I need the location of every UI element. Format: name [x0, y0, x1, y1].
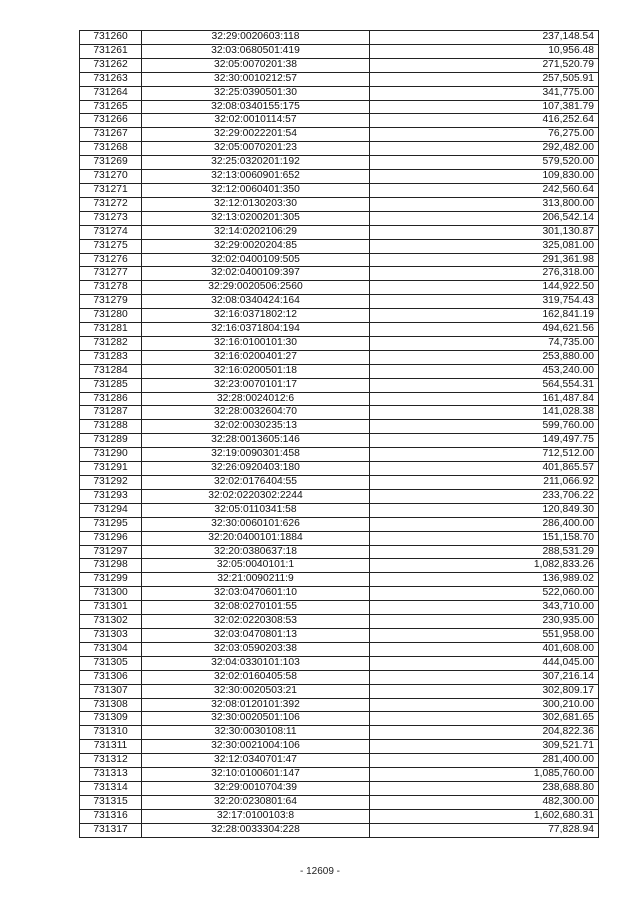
cell-cadastral-number: 32:13:0200201:305 [142, 211, 370, 225]
table-row [80, 726, 599, 740]
cell-cadastral-number: 32:30:0030108:11 [142, 726, 370, 740]
cell-value: 564,554.31 [370, 378, 599, 392]
table-row [80, 364, 599, 378]
cell-value: 242,560.64 [370, 183, 599, 197]
table-row [80, 823, 599, 837]
cell-value: 211,066.92 [370, 476, 599, 490]
table-row [80, 698, 599, 712]
cell-cadastral-number: 32:04:0330101:103 [142, 656, 370, 670]
cell-cadastral-number: 32:28:0024012:6 [142, 392, 370, 406]
table-row [80, 142, 599, 156]
table-body [80, 31, 599, 838]
cell-row-id: 731272 [80, 197, 142, 211]
cell-value: 292,482.00 [370, 142, 599, 156]
table-row [80, 336, 599, 350]
cell-value: 76,275.00 [370, 128, 599, 142]
cell-cadastral-number: 32:25:0390501:30 [142, 86, 370, 100]
cell-value: 276,318.00 [370, 267, 599, 281]
cell-row-id: 731314 [80, 781, 142, 795]
table-row [80, 225, 599, 239]
cell-cadastral-number: 32:29:0010704:39 [142, 781, 370, 795]
cell-row-id: 731304 [80, 642, 142, 656]
cell-value: 291,361.98 [370, 253, 599, 267]
cell-cadastral-number: 32:25:0320201:192 [142, 156, 370, 170]
table-row [80, 531, 599, 545]
cell-cadastral-number: 32:08:0340424:164 [142, 295, 370, 309]
table-row [80, 670, 599, 684]
cell-cadastral-number: 32:02:0176404:55 [142, 476, 370, 490]
cell-value: 1,602,680.31 [370, 809, 599, 823]
cell-row-id: 731305 [80, 656, 142, 670]
cell-value: 302,809.17 [370, 684, 599, 698]
cell-row-id: 731307 [80, 684, 142, 698]
table-row [80, 462, 599, 476]
table-row [80, 239, 599, 253]
cell-row-id: 731276 [80, 253, 142, 267]
cell-value: 77,828.94 [370, 823, 599, 837]
cell-value: 136,989.02 [370, 573, 599, 587]
cell-cadastral-number: 32:02:0220302:2244 [142, 489, 370, 503]
cell-cadastral-number: 32:28:0032604:70 [142, 406, 370, 420]
cell-value: 482,300.00 [370, 795, 599, 809]
cell-value: 579,520.00 [370, 156, 599, 170]
cell-row-id: 731264 [80, 86, 142, 100]
table-row [80, 768, 599, 782]
cell-row-id: 731277 [80, 267, 142, 281]
cell-cadastral-number: 32:02:0160405:58 [142, 670, 370, 684]
table-row [80, 378, 599, 392]
cell-value: 444,045.00 [370, 656, 599, 670]
cell-row-id: 731308 [80, 698, 142, 712]
table-row [80, 615, 599, 629]
cell-cadastral-number: 32:29:0020603:118 [142, 31, 370, 45]
cell-value: 162,841.19 [370, 309, 599, 323]
table-row [80, 128, 599, 142]
table-row [80, 72, 599, 86]
cell-cadastral-number: 32:16:0100101:30 [142, 336, 370, 350]
table-row [80, 323, 599, 337]
cell-cadastral-number: 32:05:0110341:58 [142, 503, 370, 517]
table-row [80, 406, 599, 420]
cell-row-id: 731266 [80, 114, 142, 128]
cell-cadastral-number: 32:26:0920403:180 [142, 462, 370, 476]
cell-cadastral-number: 32:23:0070101:17 [142, 378, 370, 392]
table-row [80, 281, 599, 295]
cell-value: 551,958.00 [370, 628, 599, 642]
cell-row-id: 731268 [80, 142, 142, 156]
cell-cadastral-number: 32:30:0020501:106 [142, 712, 370, 726]
table-row [80, 31, 599, 45]
cell-cadastral-number: 32:03:0470601:10 [142, 587, 370, 601]
cell-row-id: 731279 [80, 295, 142, 309]
table-row [80, 183, 599, 197]
cell-cadastral-number: 32:16:0200401:27 [142, 350, 370, 364]
cell-value: 204,822.36 [370, 726, 599, 740]
cell-cadastral-number: 32:02:0030235:13 [142, 420, 370, 434]
cell-cadastral-number: 32:12:0060401:350 [142, 183, 370, 197]
cell-cadastral-number: 32:08:0270101:55 [142, 601, 370, 615]
table-row [80, 295, 599, 309]
cell-cadastral-number: 32:20:0230801:64 [142, 795, 370, 809]
table-row [80, 476, 599, 490]
cell-row-id: 731275 [80, 239, 142, 253]
cell-cadastral-number: 32:02:0400109:505 [142, 253, 370, 267]
cell-row-id: 731260 [80, 31, 142, 45]
cell-value: 494,621.56 [370, 323, 599, 337]
cell-row-id: 731310 [80, 726, 142, 740]
table-row [80, 684, 599, 698]
table-row [80, 559, 599, 573]
cell-cadastral-number: 32:28:0033304:228 [142, 823, 370, 837]
table-row [80, 628, 599, 642]
cell-row-id: 731299 [80, 573, 142, 587]
table-row [80, 211, 599, 225]
table-row [80, 170, 599, 184]
cell-cadastral-number: 32:12:0130203:30 [142, 197, 370, 211]
cell-row-id: 731273 [80, 211, 142, 225]
cell-row-id: 731292 [80, 476, 142, 490]
cell-row-id: 731295 [80, 517, 142, 531]
cell-row-id: 731309 [80, 712, 142, 726]
cell-row-id: 731286 [80, 392, 142, 406]
table-row [80, 309, 599, 323]
cell-row-id: 731298 [80, 559, 142, 573]
cell-row-id: 731301 [80, 601, 142, 615]
cell-value: 401,608.00 [370, 642, 599, 656]
cell-row-id: 731291 [80, 462, 142, 476]
cell-value: 10,956.48 [370, 44, 599, 58]
cell-cadastral-number: 32:02:0220308:53 [142, 615, 370, 629]
cell-cadastral-number: 32:20:0400101:1884 [142, 531, 370, 545]
cell-cadastral-number: 32:05:0040101:1 [142, 559, 370, 573]
cell-value: 343,710.00 [370, 601, 599, 615]
cell-row-id: 731280 [80, 309, 142, 323]
table-row [80, 114, 599, 128]
cell-value: 271,520.79 [370, 58, 599, 72]
cell-cadastral-number: 32:08:0120101:392 [142, 698, 370, 712]
cell-row-id: 731296 [80, 531, 142, 545]
cell-value: 1,085,760.00 [370, 768, 599, 782]
cell-cadastral-number: 32:28:0013605:146 [142, 434, 370, 448]
cell-value: 149,497.75 [370, 434, 599, 448]
table-row [80, 86, 599, 100]
table-row [80, 781, 599, 795]
table-row [80, 503, 599, 517]
cell-value: 401,865.57 [370, 462, 599, 476]
cell-row-id: 731316 [80, 809, 142, 823]
cell-cadastral-number: 32:30:0010212:57 [142, 72, 370, 86]
cell-row-id: 731306 [80, 670, 142, 684]
cell-value: 416,252.64 [370, 114, 599, 128]
cell-value: 288,531.29 [370, 545, 599, 559]
cell-value: 74,735.00 [370, 336, 599, 350]
cell-cadastral-number: 32:03:0590203:38 [142, 642, 370, 656]
cell-value: 206,542.14 [370, 211, 599, 225]
cell-value: 325,081.00 [370, 239, 599, 253]
cell-cadastral-number: 32:03:0470801:13 [142, 628, 370, 642]
cell-row-id: 731315 [80, 795, 142, 809]
cell-value: 161,487.84 [370, 392, 599, 406]
table-row [80, 754, 599, 768]
cell-cadastral-number: 32:30:0021004:106 [142, 740, 370, 754]
cell-row-id: 731287 [80, 406, 142, 420]
table-row [80, 420, 599, 434]
table-row [80, 156, 599, 170]
cell-row-id: 731312 [80, 754, 142, 768]
cell-row-id: 731297 [80, 545, 142, 559]
cell-value: 233,706.22 [370, 489, 599, 503]
cell-value: 238,688.80 [370, 781, 599, 795]
cell-row-id: 731285 [80, 378, 142, 392]
cell-row-id: 731274 [80, 225, 142, 239]
cell-value: 309,521.71 [370, 740, 599, 754]
table-row [80, 489, 599, 503]
cell-row-id: 731290 [80, 448, 142, 462]
data-table [79, 30, 599, 838]
cell-value: 257,505.91 [370, 72, 599, 86]
table-row [80, 253, 599, 267]
cell-value: 453,240.00 [370, 364, 599, 378]
cell-row-id: 731313 [80, 768, 142, 782]
cell-row-id: 731278 [80, 281, 142, 295]
table-row [80, 448, 599, 462]
cell-row-id: 731261 [80, 44, 142, 58]
cell-cadastral-number: 32:30:0060101:626 [142, 517, 370, 531]
cell-value: 286,400.00 [370, 517, 599, 531]
cell-value: 141,028.38 [370, 406, 599, 420]
cell-row-id: 731262 [80, 58, 142, 72]
cell-row-id: 731303 [80, 628, 142, 642]
cell-value: 237,148.54 [370, 31, 599, 45]
cell-value: 281,400.00 [370, 754, 599, 768]
document-page [79, 30, 598, 838]
cell-value: 301,130.87 [370, 225, 599, 239]
table-row [80, 795, 599, 809]
cell-row-id: 731269 [80, 156, 142, 170]
cell-value: 341,775.00 [370, 86, 599, 100]
cell-row-id: 731263 [80, 72, 142, 86]
table-row [80, 100, 599, 114]
cell-value: 307,216.14 [370, 670, 599, 684]
cell-value: 313,800.00 [370, 197, 599, 211]
table-row [80, 545, 599, 559]
cell-row-id: 731284 [80, 364, 142, 378]
cell-row-id: 731293 [80, 489, 142, 503]
cell-cadastral-number: 32:29:0022201:54 [142, 128, 370, 142]
cell-cadastral-number: 32:10:0100601:147 [142, 768, 370, 782]
table-row [80, 740, 599, 754]
cell-cadastral-number: 32:16:0371802:12 [142, 309, 370, 323]
cell-cadastral-number: 32:20:0380637:18 [142, 545, 370, 559]
cell-cadastral-number: 32:12:0340701:47 [142, 754, 370, 768]
page-number: - 12609 - [299, 866, 341, 877]
cell-value: 107,381.79 [370, 100, 599, 114]
table-row [80, 601, 599, 615]
cell-row-id: 731281 [80, 323, 142, 337]
cell-value: 253,880.00 [370, 350, 599, 364]
table-row [80, 44, 599, 58]
cell-row-id: 731265 [80, 100, 142, 114]
cell-cadastral-number: 32:29:0020506:2560 [142, 281, 370, 295]
table-row [80, 517, 599, 531]
table-row [80, 656, 599, 670]
cell-row-id: 731267 [80, 128, 142, 142]
cell-row-id: 731289 [80, 434, 142, 448]
cell-value: 319,754.43 [370, 295, 599, 309]
cell-cadastral-number: 32:05:0070201:38 [142, 58, 370, 72]
cell-value: 522,060.00 [370, 587, 599, 601]
cell-cadastral-number: 32:13:0060901:652 [142, 170, 370, 184]
cell-cadastral-number: 32:05:0070201:23 [142, 142, 370, 156]
cell-value: 144,922.50 [370, 281, 599, 295]
cell-value: 1,082,833.26 [370, 559, 599, 573]
cell-value: 109,830.00 [370, 170, 599, 184]
cell-value: 712,512.00 [370, 448, 599, 462]
table-row [80, 350, 599, 364]
cell-row-id: 731283 [80, 350, 142, 364]
cell-value: 300,210.00 [370, 698, 599, 712]
cell-row-id: 731311 [80, 740, 142, 754]
table-row [80, 712, 599, 726]
cell-cadastral-number: 32:21:0090211:9 [142, 573, 370, 587]
table-row [80, 392, 599, 406]
cell-cadastral-number: 32:29:0020204:85 [142, 239, 370, 253]
cell-cadastral-number: 32:02:0010114:57 [142, 114, 370, 128]
cell-row-id: 731302 [80, 615, 142, 629]
table-row [80, 267, 599, 281]
cell-cadastral-number: 32:02:0400109:397 [142, 267, 370, 281]
table-row [80, 587, 599, 601]
cell-cadastral-number: 32:08:0340155:175 [142, 100, 370, 114]
table-row [80, 434, 599, 448]
table-row [80, 58, 599, 72]
cell-row-id: 731300 [80, 587, 142, 601]
cell-cadastral-number: 32:03:0680501:419 [142, 44, 370, 58]
cell-row-id: 731282 [80, 336, 142, 350]
cell-value: 151,158.70 [370, 531, 599, 545]
cell-value: 302,681.65 [370, 712, 599, 726]
cell-row-id: 731317 [80, 823, 142, 837]
cell-value: 230,935.00 [370, 615, 599, 629]
cell-row-id: 731271 [80, 183, 142, 197]
table-row [80, 573, 599, 587]
cell-value: 120,849.30 [370, 503, 599, 517]
table-row [80, 809, 599, 823]
table-row [80, 197, 599, 211]
cell-cadastral-number: 32:17:0100103:8 [142, 809, 370, 823]
cell-row-id: 731270 [80, 170, 142, 184]
cell-row-id: 731294 [80, 503, 142, 517]
cell-cadastral-number: 32:19:0090301:458 [142, 448, 370, 462]
cell-cadastral-number: 32:16:0371804:194 [142, 323, 370, 337]
cell-cadastral-number: 32:30:0020503:21 [142, 684, 370, 698]
table-row [80, 642, 599, 656]
cell-cadastral-number: 32:16:0200501:18 [142, 364, 370, 378]
cell-value: 599,760.00 [370, 420, 599, 434]
cell-cadastral-number: 32:14:0202106:29 [142, 225, 370, 239]
cell-row-id: 731288 [80, 420, 142, 434]
